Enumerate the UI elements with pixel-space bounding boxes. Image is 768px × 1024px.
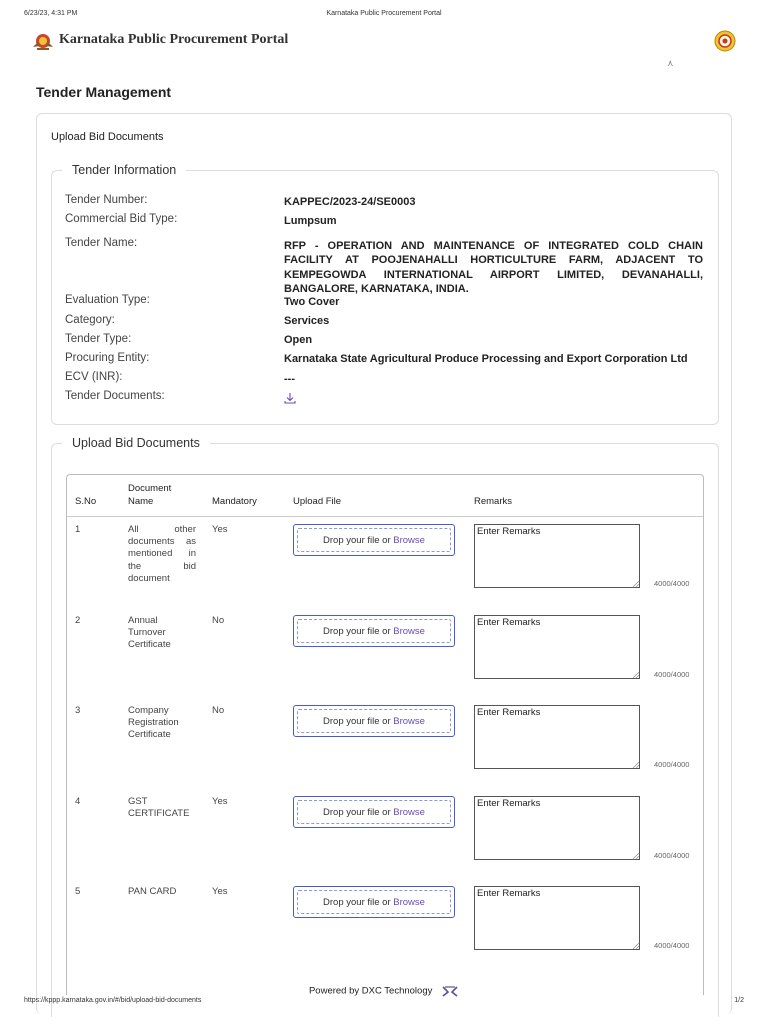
- powered-by: [0, 985, 768, 997]
- file-dropzone[interactable]: [293, 796, 455, 828]
- browse-link[interactable]: Browse: [393, 716, 425, 727]
- resize-grip-icon[interactable]: [633, 581, 639, 587]
- row-document-name: All other documents as mentioned in the bid document: [128, 524, 196, 584]
- tender-type-value: Open: [284, 334, 313, 346]
- print-datetime: 6/23/23, 4:31 PM: [24, 10, 78, 17]
- row-document-name: PAN CARD: [128, 886, 177, 897]
- dropzone-inner[interactable]: [297, 528, 451, 552]
- drop-text: Drop your file or: [323, 806, 391, 818]
- col-mandatory: Mandatory: [212, 496, 257, 507]
- table-row: [67, 788, 703, 878]
- procuring-entity-label: Procuring Entity:: [65, 352, 150, 364]
- browse-link[interactable]: Browse: [393, 625, 425, 637]
- documents-table: [66, 474, 704, 995]
- print-url: https://kppp.karnataka.gov.in/#/bid/upload-bid-documents: [24, 997, 202, 1004]
- file-dropzone[interactable]: [293, 524, 455, 556]
- remarks-textarea[interactable]: [474, 796, 640, 860]
- tender-name-label: Tender Name:: [65, 237, 138, 249]
- commercial-bid-type-value: Lumpsum: [284, 215, 337, 227]
- tender-number-value: KAPPEC/2023-24/SE0003: [284, 196, 416, 208]
- tender-name-line: KEMPEGOWDA INTERNATIONAL AIRPORT LIMITED, DEVANAHALLI,: [284, 268, 703, 281]
- col-remarks: Remarks: [474, 496, 513, 507]
- remarks-textarea[interactable]: [474, 886, 640, 950]
- row-mandatory: Yes: [212, 795, 228, 807]
- table-row: [67, 878, 703, 968]
- tender-name-line: FACILITY AT POOJENAHALLI HORTICULTURE FARM, ADJACENT TO: [284, 254, 703, 267]
- tender-info-legend: Tender Information: [72, 163, 177, 177]
- card-title: Upload Bid Documents: [51, 131, 164, 143]
- row-sno: 3: [75, 705, 81, 716]
- dropzone-inner[interactable]: [297, 890, 451, 914]
- row-sno: 1: [75, 524, 81, 535]
- evaluation-type-value: Two Cover: [284, 296, 340, 308]
- col-sno: S.No: [75, 496, 97, 507]
- remarks-textarea[interactable]: [474, 705, 640, 769]
- file-dropzone[interactable]: [293, 615, 455, 647]
- file-dropzone[interactable]: [293, 705, 455, 737]
- page-title: Tender Management: [36, 84, 172, 100]
- powered-by-text: Powered by DXC Technology: [308, 985, 433, 997]
- category-value: Services: [284, 315, 330, 327]
- resize-grip-icon[interactable]: [633, 943, 639, 949]
- resize-grip-icon[interactable]: [633, 762, 639, 768]
- file-dropzone[interactable]: [293, 886, 455, 918]
- tender-documents-label: Tender Documents:: [65, 390, 165, 402]
- char-counter: 4000/4000: [654, 941, 690, 950]
- drop-text: Drop your file or: [323, 535, 391, 546]
- char-counter: 4000/4000: [654, 760, 690, 769]
- char-counter: 4000/4000: [654, 579, 690, 588]
- portal-header: [32, 28, 736, 56]
- kppp-seal-icon: [714, 30, 736, 52]
- row-document-name: GST CERTIFICATE: [128, 795, 190, 819]
- ecv-label: ECV (INR):: [65, 371, 123, 383]
- char-counter: 4000/4000: [654, 669, 690, 679]
- upload-bid-docs-legend: Upload Bid Documents: [72, 436, 200, 450]
- download-icon[interactable]: [284, 392, 296, 404]
- tender-number-label: Tender Number:: [65, 194, 148, 206]
- resize-grip-icon[interactable]: [633, 853, 639, 859]
- tender-name-line: BANGALORE, KARNATAKA, INDIA.: [284, 283, 469, 296]
- print-footer: [24, 997, 744, 1009]
- col-document-name: Document Name: [128, 483, 172, 507]
- char-counter: 4000/4000: [654, 850, 690, 860]
- tender-type-label: Tender Type:: [65, 333, 132, 345]
- print-page-title: Karnataka Public Procurement Portal: [326, 10, 442, 17]
- drop-text: Drop your file or: [323, 625, 391, 637]
- row-sno: 4: [75, 795, 81, 807]
- chevrons-down-icon[interactable]: ⋏: [667, 58, 674, 68]
- dropzone-inner[interactable]: [297, 619, 451, 643]
- ecv-value: ---: [284, 373, 295, 385]
- table-header: [67, 475, 703, 517]
- tender-documents-download[interactable]: [284, 392, 704, 407]
- tender-name-line: RFP - OPERATION AND MAINTENANCE OF INTEGRATED COLD CHAIN: [284, 240, 703, 252]
- evaluation-type-label: Evaluation Type:: [65, 294, 150, 306]
- row-mandatory: Yes: [212, 886, 228, 897]
- portal-title[interactable]: Karnataka Public Procurement Portal: [59, 32, 289, 47]
- procuring-entity-value: Karnataka State Agricultural Produce Processing and Export Corporation Ltd: [284, 353, 688, 365]
- tender-name-value: [284, 239, 703, 297]
- row-document-name: Company Registration Certificate: [128, 705, 179, 741]
- table-row: [67, 607, 703, 697]
- row-mandatory: No: [212, 705, 225, 716]
- row-sno: 5: [75, 886, 81, 897]
- drop-text: Drop your file or: [323, 897, 391, 908]
- row-mandatory: Yes: [212, 524, 228, 535]
- remarks-textarea[interactable]: [474, 524, 640, 588]
- browse-link[interactable]: Browse: [393, 897, 425, 908]
- browse-link[interactable]: Browse: [393, 535, 425, 546]
- table-row: [67, 697, 703, 787]
- drop-text: Drop your file or: [323, 716, 391, 727]
- row-document-name: Annual Turnover Certificate: [128, 614, 171, 650]
- row-mandatory: No: [212, 614, 225, 626]
- commercial-bid-type-label: Commercial Bid Type:: [65, 213, 178, 225]
- row-sno: 2: [75, 614, 81, 626]
- table-row: [67, 516, 703, 606]
- dropzone-inner[interactable]: [297, 800, 451, 824]
- dxc-logo-icon: [441, 985, 459, 997]
- browse-link[interactable]: Browse: [393, 806, 425, 818]
- category-label: Category:: [65, 314, 115, 326]
- resize-grip-icon[interactable]: [633, 672, 639, 678]
- dropzone-inner[interactable]: [297, 709, 451, 733]
- print-page-number: 1/2: [734, 997, 744, 1004]
- remarks-textarea[interactable]: [474, 615, 640, 679]
- karnataka-emblem-icon: [32, 30, 54, 52]
- print-header: [24, 10, 744, 22]
- col-upload-file: Upload File: [293, 496, 342, 507]
